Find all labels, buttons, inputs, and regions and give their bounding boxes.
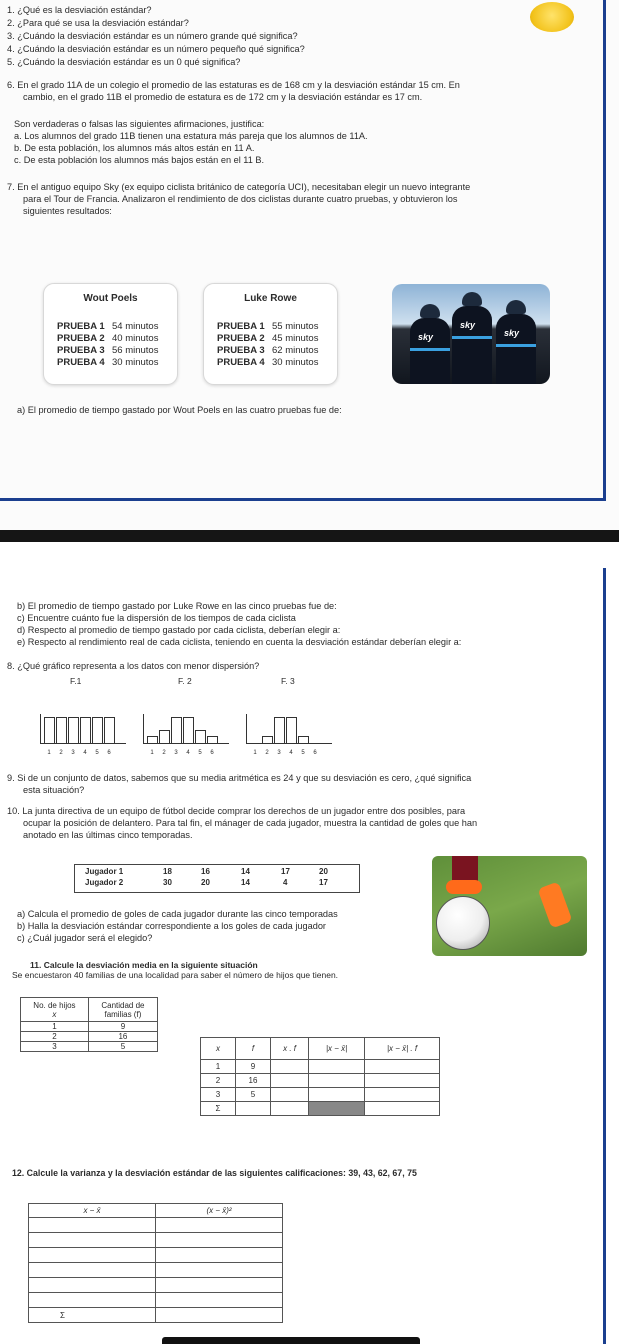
thinking-emoji-icon (530, 2, 574, 32)
chart-tick-label: 3 (277, 750, 281, 756)
empty-cell[interactable] (29, 1263, 156, 1278)
table-cell: 16 (88, 1032, 157, 1042)
chart-2 (143, 676, 233, 756)
empty-cell[interactable] (156, 1263, 283, 1278)
chart-tick-label: 4 (289, 750, 293, 756)
chart-bar (195, 730, 206, 744)
chart-bar (44, 717, 55, 744)
question-7-c: c) Encuentre cuánto fue la dispersión de los tiempos de cada ciclista (17, 613, 296, 623)
chart-tick-label: 4 (186, 750, 190, 756)
question-6-b: b. De esta población, los alumnos más altos están en 11 A. (14, 143, 255, 153)
luke-rowe-name: Luke Rowe (244, 293, 297, 304)
question-7-line-1: 7. En el antiguo equipo Sky (ex equipo ciclista británico de categoría UCI), necesitaban elegir un nuevo integrante (7, 182, 471, 192)
page-separator (0, 530, 619, 542)
question-7-line-2: para el Tour de Francia. Analizaron el rendimiento de dos ciclistas durante cuatro pruebas, y obtuvieron los (23, 194, 458, 204)
empty-cell[interactable] (271, 1074, 309, 1088)
question-7-e: e) Respecto al rendimiento real de cada ciclista, teniendo en cuenta la desviación estándar deberían elegir a: (17, 637, 462, 647)
orange-boot (446, 880, 482, 894)
chart-title: F.1 (70, 676, 82, 686)
row-label: PRUEBA 4 (57, 357, 105, 368)
header-cell (236, 1038, 271, 1060)
page-border-right (603, 0, 606, 500)
chart-y-axis (40, 714, 41, 744)
chart-tick-label: 4 (83, 750, 87, 756)
empty-cell[interactable] (156, 1278, 283, 1293)
empty-cell[interactable] (271, 1060, 309, 1074)
sky-logo: sky (460, 320, 476, 330)
row-label: PRUEBA 2 (217, 333, 265, 344)
chart-bar (171, 717, 182, 744)
luke-row-1 (217, 321, 319, 332)
chart-bar (92, 717, 103, 744)
wout-row-1 (57, 321, 159, 332)
question-6-intro: Son verdaderas o falsas las siguientes afirmaciones, justifica: (14, 119, 265, 129)
chart-tick-label: 1 (150, 750, 154, 756)
question-7-a: a) El promedio de tiempo gastado por Wout Poels en las cuatro pruebas fue de: (17, 405, 342, 415)
header-text: x (216, 1044, 220, 1053)
empty-cell[interactable] (156, 1233, 283, 1248)
cyclist-2 (452, 306, 492, 384)
header-text: f (251, 1044, 255, 1053)
sigma-cell: Σ (201, 1102, 236, 1116)
question-1: 1. ¿Qué es la desviación estándar? (7, 5, 152, 15)
jersey-stripe (496, 344, 536, 347)
player-1-goal: 20 (319, 867, 328, 876)
table-cell: 2 (201, 1074, 236, 1088)
empty-cell[interactable] (365, 1074, 440, 1088)
chart-title: F. 3 (281, 676, 295, 686)
chart-bar (56, 717, 67, 744)
table-cell: 2 (21, 1032, 89, 1042)
row-value: 30 minutos (112, 357, 159, 368)
question-9-line-1: 9. Si de un conjunto de datos, sabemos que su media aritmética es 24 y que su desviación es cero, ¿qué significa (7, 773, 472, 783)
chart-y-axis (246, 714, 247, 744)
empty-cell[interactable] (365, 1060, 440, 1074)
question-6-line-1: 6. En el grado 11A de un colegio el promedio de las estaturas es de 168 cm y la desviación estándar 15 cm. En (7, 80, 460, 90)
chart-y-axis (143, 714, 144, 744)
helmet-icon (420, 304, 440, 318)
header-cell (21, 998, 89, 1022)
row-label: PRUEBA 3 (57, 345, 105, 356)
table-cell: 5 (88, 1042, 157, 1052)
row-value: 30 minutos (272, 357, 319, 368)
chart-3 (246, 676, 336, 756)
question-10-b: b) Halla la desviación estándar correspondiente a los goles de cada jugador (17, 921, 326, 931)
chart-tick-label: 6 (107, 750, 111, 756)
chart-title: F. 2 (178, 676, 192, 686)
goals-table (74, 864, 360, 893)
empty-cell[interactable] (29, 1233, 156, 1248)
question-3: 3. ¿Cuándo la desviación estándar es un número grande qué significa? (7, 31, 298, 41)
chart-tick-label: 3 (174, 750, 178, 756)
question-8: 8. ¿Qué gráfico representa a los datos con menor dispersión? (7, 661, 260, 671)
luke-rowe-card (203, 283, 338, 385)
header-text: x . f (283, 1044, 296, 1053)
player-1-goal: 14 (241, 867, 250, 876)
question-4: 4. ¿Cuándo la desviación estándar es un número pequeño qué significa? (7, 44, 305, 54)
chart-tick-label: 2 (265, 750, 269, 756)
player-2-goal: 17 (319, 878, 328, 887)
chart-bar (104, 717, 115, 744)
chart-bar (286, 717, 297, 744)
chart-tick-label: 6 (210, 750, 214, 756)
row-label: PRUEBA 2 (57, 333, 105, 344)
question-11-text: Se encuestaron 40 familias de una localidad para saber el número de hijos que tienen. (12, 970, 339, 980)
question-7-d: d) Respecto al promedio de tiempo gastado por cada ciclista, deberían elegir a: (17, 625, 341, 635)
helmet-icon (462, 292, 482, 306)
empty-cell[interactable] (271, 1102, 309, 1116)
chart-bar (159, 730, 170, 744)
chart-tick-label: 1 (253, 750, 257, 756)
question-10-c: c) ¿Cuál jugador será el elegido? (17, 933, 153, 943)
row-label: PRUEBA 4 (217, 357, 265, 368)
chart-bar (80, 717, 91, 744)
sky-logo: sky (418, 332, 434, 342)
empty-cell[interactable] (236, 1102, 271, 1116)
empty-cell[interactable] (309, 1074, 365, 1088)
team-sky-photo (392, 284, 550, 384)
question-10-line-1: 10. La junta directiva de un equipo de fútbol decide comprar los derechos de un jugador entre dos posibles, para (7, 806, 466, 816)
football-photo (432, 856, 587, 956)
player-1-goal: 17 (281, 867, 290, 876)
helmet-icon (506, 300, 526, 314)
table-cell: 9 (88, 1022, 157, 1032)
header-cell (201, 1038, 236, 1060)
empty-cell[interactable] (156, 1248, 283, 1263)
player-2-goal: 30 (163, 878, 172, 887)
question-2: 2. ¿Para qué se usa la desviación estándar? (7, 18, 189, 28)
player-2-name: Jugador 2 (85, 878, 124, 887)
question-7-line-3: siguientes resultados: (23, 206, 112, 216)
chart-tick-label: 6 (313, 750, 317, 756)
empty-cell[interactable] (365, 1102, 440, 1116)
chart-bar (274, 717, 285, 744)
chart-1 (40, 676, 130, 756)
mean-deviation-table (200, 1037, 440, 1116)
jersey-stripe (452, 336, 492, 339)
player-leg (452, 856, 478, 882)
row-value: 40 minutos (112, 333, 159, 344)
header-cell (29, 1204, 156, 1218)
player-2-goal: 20 (201, 878, 210, 887)
jersey-stripe (410, 348, 450, 351)
question-7-b: b) El promedio de tiempo gastado por Luke Rowe en las cinco pruebas fue de: (17, 601, 337, 611)
header-text: x (52, 1009, 57, 1019)
chart-tick-label: 5 (301, 750, 305, 756)
empty-cell[interactable] (309, 1088, 365, 1102)
chart-axis (40, 743, 126, 744)
wout-row-3 (57, 345, 159, 356)
table-cell: 1 (21, 1022, 89, 1032)
row-label: PRUEBA 1 (217, 321, 265, 332)
table-cell: 3 (21, 1042, 89, 1052)
header-text: (x − x̄)² (206, 1206, 232, 1215)
table-cell: 5 (236, 1088, 271, 1102)
page-border-right-2 (603, 568, 606, 1344)
chart-tick-label: 2 (162, 750, 166, 756)
wout-row-4 (57, 357, 159, 368)
empty-cell[interactable] (309, 1060, 365, 1074)
row-value: 45 minutos (272, 333, 319, 344)
question-5: 5. ¿Cuándo la desviación estándar es un 0 qué significa? (7, 57, 241, 67)
empty-cell[interactable] (156, 1308, 283, 1323)
variance-table (28, 1203, 283, 1323)
empty-cell[interactable] (156, 1218, 283, 1233)
shaded-cell (309, 1102, 365, 1116)
header-text: Cantidad de (101, 1000, 145, 1010)
empty-cell[interactable] (29, 1248, 156, 1263)
chart-tick-label: 1 (47, 750, 51, 756)
question-6-line-2: cambio, en el grado 11B el promedio de estatura es de 172 cm y la desviación estándar es 17 cm. (23, 92, 423, 102)
row-value: 62 minutos (272, 345, 319, 356)
question-9-line-2: esta situación? (23, 785, 85, 795)
chart-axis (143, 743, 229, 744)
wout-poels-name: Wout Poels (83, 293, 138, 304)
empty-cell[interactable] (365, 1088, 440, 1102)
header-cell (365, 1038, 440, 1060)
luke-row-3 (217, 345, 319, 356)
question-12-title: 12. Calcule la varianza y la desviación estándar de las siguientes calificaciones: 39, 43, 62, 67, 75 (12, 1168, 417, 1178)
table-cell: 3 (201, 1088, 236, 1102)
header-cell (156, 1204, 283, 1218)
question-10-line-2: ocupar la posición de delantero. Para tal fin, el mánager de cada jugador, muestra la cantidad de goles que han (23, 818, 478, 828)
chart-bar (68, 717, 79, 744)
header-cell (271, 1038, 309, 1060)
chart-bar (183, 717, 194, 744)
player-1-name: Jugador 1 (85, 867, 124, 876)
row-label: PRUEBA 1 (57, 321, 105, 332)
question-6-a: a. Los alumnos del grado 11B tienen una estatura más pareja que los alumnos de 11A. (14, 131, 368, 141)
header-cell (309, 1038, 365, 1060)
row-value: 54 minutos (112, 321, 159, 332)
header-text: No. de hijos (33, 1000, 76, 1010)
question-11-title: 11. Calcule la desviación media en la siguiente situación (30, 960, 258, 970)
bottom-bar (162, 1337, 420, 1344)
families-table (20, 997, 158, 1052)
chart-tick-label: 2 (59, 750, 63, 756)
sigma-cell: Σ (29, 1308, 156, 1323)
question-10-a: a) Calcula el promedio de goles de cada jugador durante las cinco temporadas (17, 909, 338, 919)
wout-poels-card (43, 283, 178, 385)
empty-cell[interactable] (156, 1293, 283, 1308)
luke-row-2 (217, 333, 319, 344)
row-value: 56 minutos (112, 345, 159, 356)
football-icon (436, 896, 490, 950)
table-cell: 16 (236, 1074, 271, 1088)
player-1-goal: 18 (163, 867, 172, 876)
player-2-goal: 4 (283, 878, 288, 887)
player-1-goal: 16 (201, 867, 210, 876)
header-text: |x − x̄| (325, 1044, 348, 1053)
page-border-bottom (0, 498, 606, 501)
chart-axis (246, 743, 332, 744)
header-text: |x − x̄| . f (386, 1044, 418, 1053)
orange-boot-2 (537, 882, 572, 929)
empty-cell[interactable] (29, 1278, 156, 1293)
chart-tick-label: 3 (71, 750, 75, 756)
header-text: familias (f) (104, 1009, 142, 1019)
question-10-line-3: anotado en las últimas cinco temporadas. (23, 830, 193, 840)
sky-logo: sky (504, 328, 520, 338)
header-text: x − x̄ (83, 1206, 101, 1215)
empty-cell[interactable] (29, 1218, 156, 1233)
row-label: PRUEBA 3 (217, 345, 265, 356)
wout-row-2 (57, 333, 159, 344)
empty-cell[interactable] (29, 1293, 156, 1308)
cyclist-1 (410, 318, 450, 384)
question-6-c: c. De esta población los alumnos más bajos están en el 11 B. (14, 155, 265, 165)
player-2-goal: 14 (241, 878, 250, 887)
table-cell: 9 (236, 1060, 271, 1074)
table-cell: 1 (201, 1060, 236, 1074)
header-cell (88, 998, 157, 1022)
chart-tick-label: 5 (198, 750, 202, 756)
chart-tick-label: 5 (95, 750, 99, 756)
empty-cell[interactable] (271, 1088, 309, 1102)
cyclist-3 (496, 314, 536, 384)
luke-row-4 (217, 357, 319, 368)
row-value: 55 minutos (272, 321, 319, 332)
